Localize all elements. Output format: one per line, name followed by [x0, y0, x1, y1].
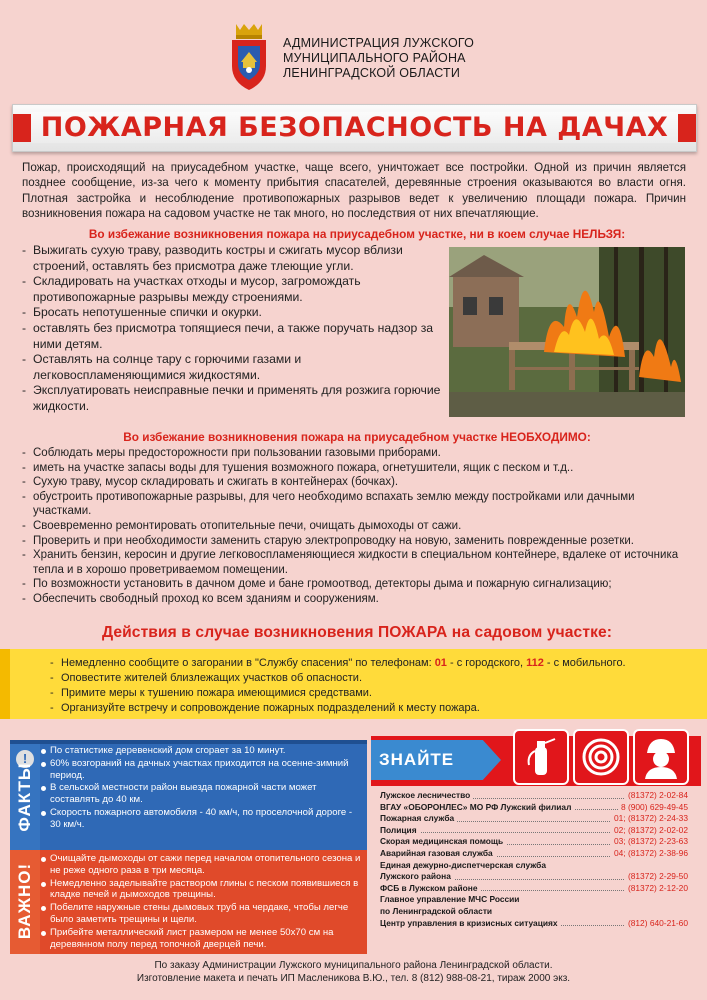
- contact-row: [380, 883, 700, 895]
- phone-112: 112: [526, 657, 544, 669]
- list-item: 60% возгораний на дачных участках приходится на осенне-зимний период.: [40, 758, 362, 782]
- list-item: - Сухую траву, мусор складировать и сжигать в контейнерах (бочках).: [22, 475, 692, 490]
- call-text: Немедленно сообщите о загорании в "Службу спасения" по телефонам:: [61, 657, 435, 669]
- contact-name: Аварийная газовая служба: [380, 848, 496, 858]
- contact-name: ВГАУ «ОБОРОНЛЕС» МО РФ Лужский филиал: [380, 802, 574, 812]
- contact-name: Пожарная служба: [380, 813, 457, 823]
- contact-row: [380, 790, 700, 802]
- footer-line: По заказу Администрации Лужского муниципального района Ленинградской области.: [154, 960, 553, 971]
- footer: [0, 960, 707, 985]
- contact-name: Главное управление МЧС России: [380, 894, 520, 905]
- list-item: - оставлять без присмотра топящиеся печи, а также поручать надзор за ними детям.: [22, 321, 447, 352]
- contact-row: [380, 918, 700, 930]
- list-item: В сельской местности район выезда пожарной части может составлять до 40 км.: [40, 782, 362, 806]
- org-line: ЛЕНИНГРАДСКОЙ ОБЛАСТИ: [283, 66, 461, 80]
- contact-phone: 02; (81372) 2-02-02: [611, 825, 688, 837]
- phone-01: 01: [434, 657, 447, 669]
- actions-heading: Действия в случае возникновения ПОЖАРА на садовом участке:: [101, 624, 613, 641]
- contact-name: Лужское лесничество: [380, 790, 473, 800]
- contact-phone: 01; (81372) 2-24-33: [611, 813, 688, 825]
- org-line: МУНИЦИПАЛЬНОГО РАЙОНА: [283, 51, 466, 65]
- list-item: [50, 656, 690, 671]
- list-item: - Проверить и при необходимости заменить старую электропроводку на новую, заменить поврежденные розетки.: [22, 534, 692, 549]
- exclamation-icon: !: [16, 750, 34, 768]
- org-line: АДМИНИСТРАЦИЯ ЛУЖСКОГО: [283, 36, 475, 50]
- intro-paragraph: Пожар, происходящий на приусадебном участке, чаще всего, уничтожает все постройки. Одной из причин является позднее сообщение, из-за чего к моменту прибытия спасателей, деревянные строения оказываются во власти огня. Плотная застройка и несоблюдение противопожарных разрывов ведет к увеличению площади пожара. Причин возникновения пожара на садовом участке не так много, но последствия от них впечатляющие.: [22, 161, 686, 221]
- facts-list: [40, 745, 362, 832]
- actions-list: [50, 656, 690, 716]
- contact-row: [380, 836, 700, 848]
- organization-name: [283, 36, 474, 81]
- contact-name: Единая дежурно-диспетчерская служба: [380, 859, 546, 870]
- list-item: - Выжигать сухую траву, разводить костры и сжигать мусор вблизи строений, оставлять без присмотра даже тлеющие угли.: [22, 243, 447, 274]
- important-label: ВАЖНО!: [15, 862, 34, 940]
- required-list: [22, 446, 692, 607]
- list-item: - Хранить бензин, керосин и другие легковоспламеняющиеся жидкости в специальном контейнере, вдалеке от источника тепла и в хорошо проветриваемом помещении.: [22, 548, 692, 577]
- contact-name: Скорая медицинская помощь: [380, 836, 506, 846]
- list-item: Прибейте металлический лист размером не менее 50х70 см на деревянном полу перед топочной дверцей печи.: [40, 927, 362, 951]
- contact-phone: 03; (81372) 2-23-63: [611, 836, 688, 848]
- call-text: - с городского,: [446, 657, 527, 669]
- contact-row: [380, 860, 700, 872]
- contact-phone: (81372) 2-02-84: [625, 790, 688, 802]
- firefighter-icon: [633, 729, 689, 785]
- list-item: - Обеспечить свободный проход ко всем зданиям и сооружениям.: [22, 592, 692, 607]
- list-item: Побелите наружные стены дымовых труб на чердаке, чтобы легче было заметить трещины и щели.: [40, 902, 362, 926]
- fire-hose-icon: [573, 729, 629, 785]
- page-title: ПОЖАРНАЯ БЕЗОПАСНОСТЬ НА ДАЧАХ: [13, 105, 696, 151]
- contact-phone: (812) 640-21-60: [625, 918, 688, 930]
- coat-of-arms-icon: [228, 22, 270, 92]
- list-item: - обустроить противопожарные разрывы, для чего необходимо вспахать землю между постройками или дачными участками.: [22, 490, 692, 519]
- list-item: - Оставлять на солнце тару с горючими газами и легковоспламеняющимися жидкостями.: [22, 352, 447, 383]
- contact-phone: (81372) 2-29-50: [625, 871, 688, 883]
- contact-phone: (81372) 2-12-20: [625, 883, 688, 895]
- contact-name: Центр управления в кризисных ситуациях: [380, 918, 561, 928]
- important-list: [40, 853, 362, 951]
- contact-phone: 8 (900) 629-49-45: [618, 802, 688, 814]
- contact-row: [380, 871, 700, 883]
- list-item: - Эксплуатировать неисправные печки и применять для розжига горючие жидкости.: [22, 383, 447, 414]
- forbidden-heading: Во избежание возникновения пожара на приусадебном участке, ни в коем случае НЕЛЬЗЯ:: [88, 227, 626, 241]
- contact-phone: 04; (81372) 2-38-96: [611, 848, 688, 860]
- list-item: - Бросать непотушенные спички и окурки.: [22, 305, 447, 321]
- know-label: ЗНАЙТЕ: [379, 750, 455, 769]
- forbidden-list: [22, 243, 447, 415]
- contact-name: по Ленинградской области: [380, 905, 493, 916]
- list-item: - Оповестите жителей близлежащих участков об опасности.: [50, 671, 690, 686]
- required-heading: Во избежание возникновения пожара на приусадебном участке НЕОБХОДИМО:: [123, 430, 591, 444]
- contact-row: [380, 894, 700, 906]
- important-tab: [10, 850, 40, 954]
- list-item: - иметь на участке запасы воды для тушения возможного пожара, огнетушители, ящик с песком и т.д..: [22, 461, 692, 476]
- contact-row: [380, 848, 700, 860]
- list-item: Немедленно заделывайте раствором глины с песком появившиеся в кладке печей и дымоходов трещины.: [40, 878, 362, 902]
- burning-house-photo: [449, 247, 685, 417]
- list-item: - Своевременно ремонтировать отопительные печи, очищать дымоходы от сажи.: [22, 519, 692, 534]
- contacts-list: [380, 790, 700, 929]
- list-item: - Примите меры к тушению пожара имеющимися средствами.: [50, 686, 690, 701]
- footer-line: Изготовление макета и печать ИП Масленикова В.Ю., тел. 8 (812) 988-08-21, тираж 2000 экз.: [136, 972, 571, 984]
- list-item: По статистике деревенский дом сгорает за 10 минут.: [40, 745, 362, 757]
- list-item: - Складировать на участках отходы и мусор, загромождать противопожарные разрывы между строениями.: [22, 274, 447, 305]
- header: [228, 22, 528, 94]
- list-item: - Организуйте встречу и сопровождение пожарных подразделений к месту пожара.: [50, 701, 690, 716]
- list-item: Очищайте дымоходы от сажи перед началом отопительного сезона и не реже одного раза в три месяца.: [40, 853, 362, 877]
- contact-row: [380, 813, 700, 825]
- fire-extinguisher-icon: [513, 729, 569, 785]
- list-item: - По возможности установить в дачном доме и бане громоотвод, детекторы дыма и пожарную сигнализацию;: [22, 577, 692, 592]
- contact-row: [380, 802, 700, 814]
- contact-row: [380, 906, 700, 918]
- contact-name: Лужского района: [380, 871, 454, 881]
- call-text: - с мобильного.: [543, 657, 626, 669]
- list-item: - Соблюдать меры предосторожности при пользовании газовыми приборами.: [22, 446, 692, 461]
- contact-name: Полиция: [380, 825, 420, 835]
- contact-name: ФСБ в Лужском районе: [380, 883, 481, 893]
- contact-row: [380, 825, 700, 837]
- facts-label: ФАКТЫ: [15, 762, 34, 832]
- title-banner: [12, 104, 697, 152]
- facts-tab: [10, 744, 40, 851]
- list-item: Скорость пожарного автомобиля - 40 км/ч, по проселочной дороге - 30 км/ч.: [40, 807, 362, 831]
